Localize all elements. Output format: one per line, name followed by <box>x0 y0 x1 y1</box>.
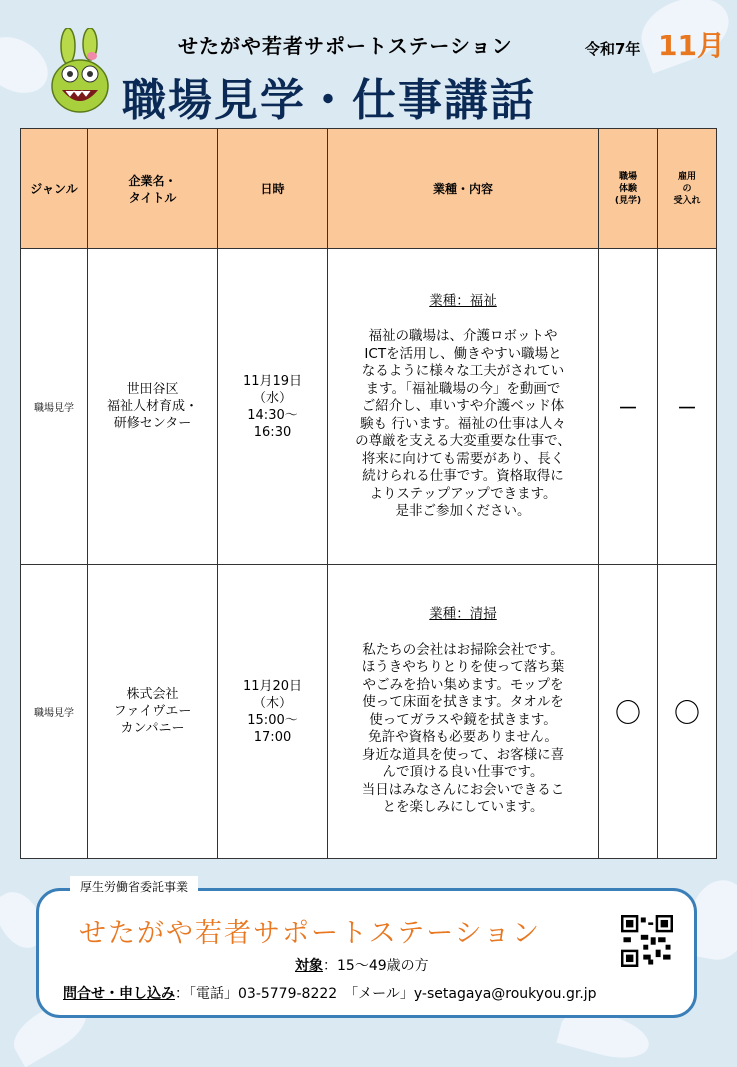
header-experience: 職場 体験 (見学) <box>599 129 658 249</box>
header-employment: 雇用 の 受入れ <box>658 129 717 249</box>
target-label: 対象 <box>295 958 323 974</box>
header-genre: ジャンル <box>21 129 88 249</box>
row-employment-mark: 〇 <box>658 565 717 859</box>
mascot-icon <box>44 28 116 116</box>
header-era-year: 令和7年 <box>585 40 641 58</box>
schedule-table <box>20 128 717 859</box>
page-title: 職場見学・仕事講話 <box>122 75 536 126</box>
header-station-name: せたがや若者サポートステーション <box>178 34 513 58</box>
header-month: 11月 <box>658 29 725 62</box>
row-date: 11月19日 （水） 14:30～ 16:30 <box>218 249 328 565</box>
row-experience-mark: 〇 <box>599 565 658 859</box>
commissioned-label: 厚生労働省委託事業 <box>70 876 198 897</box>
row-industry: 業種：清掃 <box>429 606 497 623</box>
target-text <box>295 955 429 975</box>
header-industry-content: 業種・内容 <box>328 129 599 249</box>
row-genre: 職場見学 <box>21 565 88 859</box>
table-header-row <box>21 129 717 249</box>
row-genre: 職場見学 <box>21 249 88 565</box>
row-content: 業種：福祉 福祉の職場は、介護ロボットや ICTを活用し、働きやすい職場と なるように様々な工夫がされてい ます。「福祉職場の今」を動画で ご紹介し、車いすや介護ベッド体 験も 行います。福祉の仕事は人々 の尊厳を支える大変重要な仕事で、 将来に向けても需要があり、長く 続けられる仕事です。資格取得に よりステップアップできます。 是非ご参加ください。 <box>328 249 599 565</box>
contact-value[interactable]: ：「電話」03-5779-8222 「メール」y-setagaya@roukyou.gr.jp <box>175 986 597 1002</box>
target-value: ：15～49歳の方 <box>323 958 429 974</box>
row-employment-mark: － <box>658 249 717 565</box>
row-experience-mark: － <box>599 249 658 565</box>
qr-code-icon[interactable] <box>621 915 673 967</box>
contact-text <box>63 983 597 1003</box>
row-company: 株式会社 ファイヴエー カンパニー <box>88 565 218 859</box>
header-company: 企業名・ タイトル <box>88 129 218 249</box>
table-row <box>21 565 717 859</box>
row-date: 11月20日 （木） 15:00～ 17:00 <box>218 565 328 859</box>
row-company: 世田谷区 福祉人材育成・ 研修センター <box>88 249 218 565</box>
row-industry: 業種：福祉 <box>429 292 497 309</box>
footer-station-name: せたがや若者サポートステーション <box>79 918 542 949</box>
contact-label: 問合せ・申し込み <box>63 986 175 1002</box>
header-datetime: 日時 <box>218 129 328 249</box>
footer-contact-box <box>36 888 697 1018</box>
table-row <box>21 249 717 565</box>
row-content: 業種：清掃 私たちの会社はお掃除会社です。 ほうきやちりとりを使って落ち葉 やごみを拾い集めます。モップを 使って床面を拭きます。タオルを 使ってガラスや鏡を拭きます。 免許や資格も必要ありません。 身近な道具を使って、お客様に喜 んで頂ける良い仕事です。 当日はみなさんにお会いできるこ とを楽しみにしています。 <box>328 565 599 859</box>
